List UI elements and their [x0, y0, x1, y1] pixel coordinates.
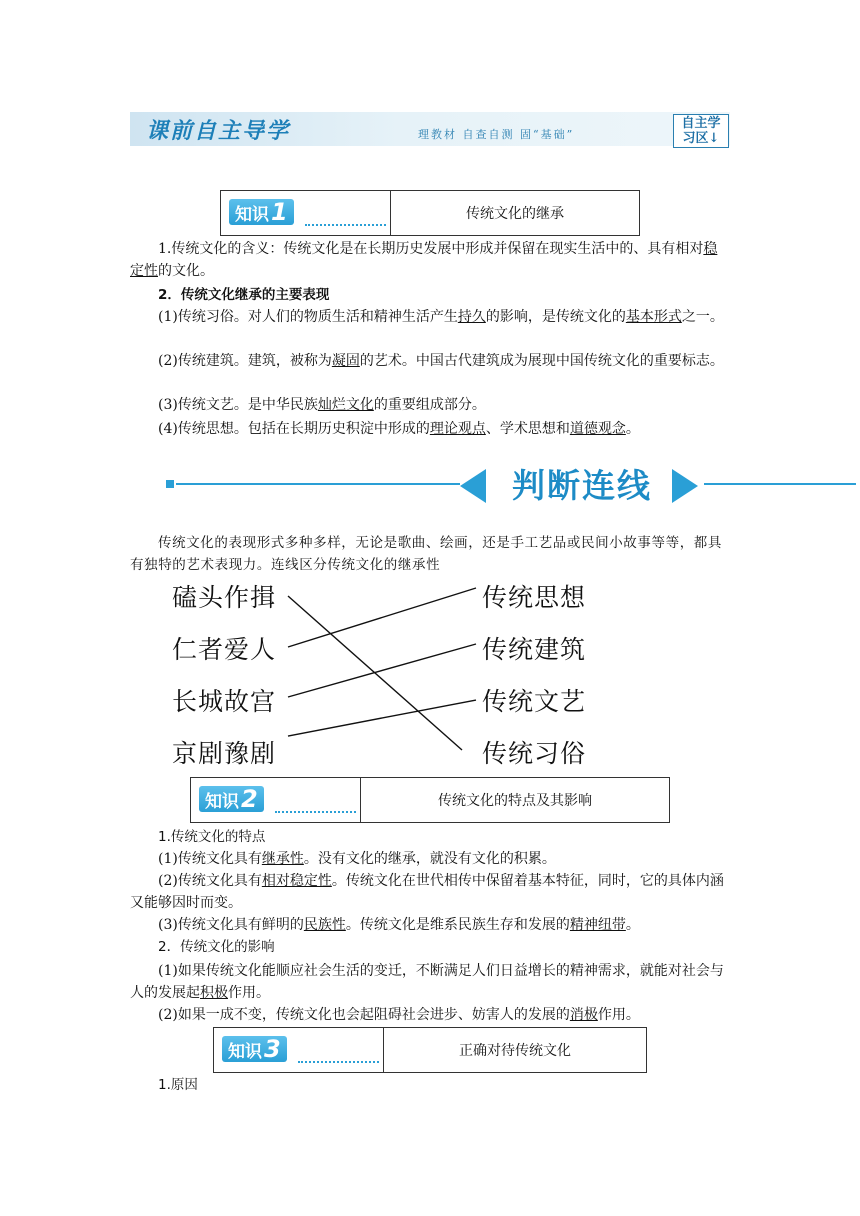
badge-line1: 自主学: [681, 116, 721, 131]
paragraph: (2)如果一成不变，传统文化也会起阻碍社会进步、妨害人的发展的消极作用。: [158, 1007, 640, 1023]
underlined-answer: 消极: [569, 1007, 598, 1023]
paragraph: (3)传统文化具有鲜明的民族性。传统文化是维系民族生存和发展的精神纽带。: [158, 917, 640, 933]
underlined-answer: 理论观点: [429, 421, 486, 437]
banner-title: 课前自主导学: [146, 118, 291, 144]
knowledge-tag-label: 知识: [228, 1042, 262, 1062]
underlined-answer: 持久: [457, 309, 486, 325]
knowledge-tag-cell: [214, 1028, 384, 1072]
match-line-4: [288, 700, 476, 736]
subheading: 2．传统文化的影响: [158, 939, 275, 955]
knowledge-title: 传统文化的特点及其影响: [438, 793, 592, 809]
underlined-answer: 灿烂文化: [317, 397, 374, 413]
knowledge-title: 传统文化的继承: [466, 206, 564, 222]
underlined-answer: 积极: [200, 985, 228, 1001]
knowledge-box-2: [190, 777, 670, 823]
underlined-answer: 道德观念: [569, 421, 626, 437]
subheading: 1.原因: [158, 1077, 198, 1093]
knowledge-tag-label: 知识: [235, 205, 269, 225]
knowledge-number: 1: [271, 198, 288, 226]
underlined-answer: 继承性: [261, 851, 304, 867]
match-right-3: 传统文艺: [482, 687, 587, 716]
knowledge-tag: [199, 786, 264, 812]
divider-title: 判断连线: [512, 466, 652, 505]
underlined-answer: 凝固: [331, 353, 360, 369]
knowledge-number: 3: [264, 1035, 281, 1063]
match-right-2: 传统建筑: [482, 635, 587, 664]
underlined-answer: 相对稳定性: [261, 873, 332, 889]
underlined-answer: 民族性: [303, 917, 346, 933]
paragraph: (2)传统文化具有相对稳定性。传统文化在世代相传中保留着基本特征，同时，它的具体内涵又能够因时而变。: [130, 873, 724, 911]
banner-subtitle: 理教材 自查自测 固“基础”: [418, 128, 575, 141]
match-right-1: 传统思想: [482, 583, 587, 612]
subheading: 1.传统文化的特点: [158, 829, 266, 845]
paragraph: (1)如果传统文化能顺应社会生活的变迁，不断满足人们日益增长的精神需求，就能对社会与人的发展起积极作用。: [130, 963, 724, 1001]
paragraph: (1)传统文化具有继承性。没有文化的继承，就没有文化的积累。: [158, 851, 556, 867]
paragraph: (3)传统文艺。是中华民族灿烂文化的重要组成部分。: [158, 397, 486, 413]
match-left-4: 京剧豫剧: [172, 739, 277, 768]
badge-line2: 习区↓: [682, 131, 720, 146]
paragraph: (4)传统思想。包括在长期历史积淀中形成的理论观点、学术思想和道德观念。: [158, 421, 640, 437]
match-left-1: 磕头作揖: [172, 583, 277, 612]
knowledge-box-3: [213, 1027, 647, 1073]
knowledge-title: 正确对待传统文化: [459, 1043, 571, 1059]
knowledge-number: 2: [241, 785, 258, 813]
match-left-2: 仁者爱人: [172, 635, 277, 664]
paragraph: (1)传统习俗。对人们的物质生活和精神生活产生持久的影响，是传统文化的基本形式之一。: [158, 309, 724, 325]
knowledge-tag-cell: [191, 778, 361, 822]
paragraph: 1.传统文化的含义：传统文化是在长期历史发展中形成并保留在现实生活中的、具有相对稳定性的文化。: [130, 241, 718, 279]
match-line-2: [288, 588, 476, 647]
underlined-answer: 精神纽带: [569, 917, 626, 933]
knowledge-tag: [222, 1036, 287, 1062]
match-line-3: [288, 644, 476, 697]
match-intro: 传统文化的表现形式多种多样，无论是歌曲、绘画，还是手工艺品或民间小故事等等，都具有独特的艺术表现力。连线区分传统文化的继承性: [130, 535, 722, 573]
paragraph: (2)传统建筑。建筑，被称为凝固的艺术。中国古代建筑成为展现中国传统文化的重要标志。: [158, 353, 724, 369]
knowledge-tag-label: 知识: [205, 792, 239, 812]
dotted-line: [275, 811, 356, 813]
match-left-3: 长城故宫: [172, 687, 277, 716]
underlined-answer: 基本形式: [625, 309, 682, 325]
match-right-4: 传统习俗: [482, 739, 587, 768]
subheading: 2．传统文化继承的主要表现: [158, 287, 330, 303]
dotted-line: [298, 1061, 379, 1063]
underlined-answer: 稳定性: [130, 241, 718, 279]
